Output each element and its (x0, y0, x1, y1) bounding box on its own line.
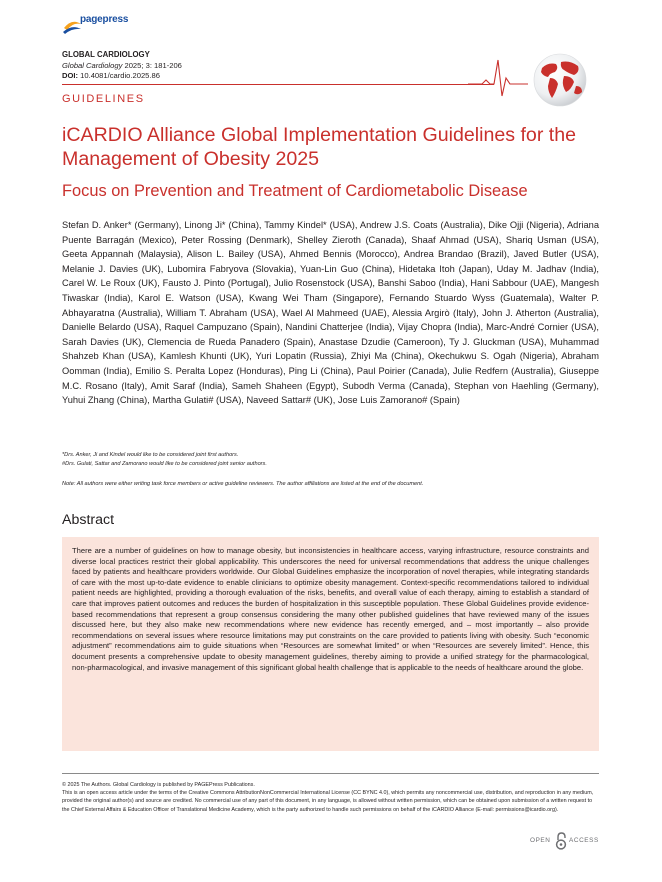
citation-journal: Global Cardiology (62, 60, 123, 70)
journal-name: GLOBAL CARDIOLOGY (62, 50, 150, 59)
copyright (62, 781, 599, 814)
open-access-badge (530, 832, 600, 852)
globe-icon (528, 48, 592, 112)
open-access-left: OPEN (530, 837, 551, 844)
journal-citation (62, 61, 182, 72)
doi-value: 10.4081/cardio.2025.86 (78, 71, 160, 81)
ecg-line-icon (468, 56, 528, 100)
copyright-line: © 2025 The Authors. Global Cardiology is published by PAGEPress Publications. (62, 782, 255, 788)
footnote-senior-authors: #Drs. Gulati, Sattar and Zamorano would like to be considered joint senior authors. (62, 461, 267, 467)
abstract-text: There are a number of guidelines on how to manage obesity, but inconsistencies in healthcare access, varying infrastructure, resource constraints and diverse local practices restrict their global applicability. This underscores the need for universal recommendations that address the unique challenges faced by patients and healthcare providers worldwide. Our Global Guidelines emphasize the incorporation of novel therapies, while integrating standards of care with the most up-to-date evidence to enable clinicians to optimize obesity management. Context-specific recommendations tailored to individual patient needs are highlighted, providing a thorough evaluation of the risks, benefits, and overall value of each therapy, aiming to establish a standard of care that improves patient outcomes and reduces the burden of hospitalization in this susceptible population. These Global Guidelines provide evidence-based recommendations that represent a group consensus considering the many other published guidelines that have reviewed many of the issues discussed here, but they also make new recommendations where new evidence has recently emerged, and – most importantly – also provide recommendations on several issues where resource limitations may put constraints on the care provided to patients living with obesity. Such “economic adjustment” recommendations aim to guide situations when “Resources are somewhat limited” or when “Resources are severely limited”. Hence, this document presents a comprehensive update to obesity management guidelines, thereby aiming to provide a unified strategy for the pharmacological, non-pharmacological, and invasive management of this significant global health challenge that is applicable to the needs of healthcare around the globe. (72, 546, 589, 672)
license-text: This is an open access article under the terms of the Creative Commons AttributionNonCommercial International License (CC BYNC 4.0), which permits any noncommercial use, distribution, and reproduction in any medium, provided the original author(s) and source are credited. No commercial use of any part of this document, in any language, is allowed without written permission, which can be obtained upon submission of a written request to the Chief External Affairs & Education Officer of Translational Medicine Academy, which is the party authorized to handle such permissions on behalf of the iCARDIO Alliance (E-mail: permissions@icardio.org). (62, 790, 594, 813)
publisher-name: pagepress (80, 14, 129, 25)
abstract-heading: Abstract (62, 512, 115, 528)
pagepress-logo-icon (62, 14, 82, 36)
footnote-note: Note: All authors were either writing task force members or active guideline reviewers. The author affiliations are listed at the end of the document. (62, 481, 424, 487)
citation-volume: 2025; 3: 181-206 (122, 60, 182, 70)
doi-label: DOI: (62, 71, 79, 81)
article-title: iCARDIO Alliance Global Implementation Guidelines for the Management of Obesity 2025 (62, 124, 577, 170)
header-rule (62, 84, 494, 85)
section-label: GUIDELINES (62, 93, 145, 105)
journal-info (62, 50, 182, 82)
footer-rule (62, 773, 599, 774)
open-access-lock-icon (555, 832, 567, 850)
article-subtitle: Focus on Prevention and Treatment of Cardiometabolic Disease (62, 182, 528, 200)
footnote-first-authors: *Drs. Anker, Ji and Kindel would like to be considered joint first authors. (62, 452, 239, 458)
author-list: Stefan D. Anker* (Germany), Linong Ji* (China), Tammy Kindel* (USA), Andrew J.S. Coats (Australia), Dike Ojji (Nigeria), Adriana Puente Barragán (Mexico), Peter Rossing (Denmark), Shelley Zieroth (Canada), Shaaf Ahmad (USA), Shariq Usman (USA), Geeta Appannah (Malaysia), Alison L. Bailey (USA), Ahmed Bennis (Morocco), Andrea Brandao (Brazil), Javed Butler (USA), Melanie J. Davies (UK), Lubomira Fabryova (Slovakia), Yuan-Lin Guo (China), Hidetaka Itoh (Japan), Uday M. Jadhav (India), Carel W. Le Roux (UK), Fausto J. Pinto (Portugal), Julio Rosenstock (USA), Banshi Saboo (India), Hani Sabbour (UAE), Mangesh Tiwaskar (India), Karol E. Watson (USA), Kwang Wei Tham (Singapore), Fernando Stuardo Wyss (Guatemala), Walter P. Abhayaratna (Australia), William T. Abraham (USA), Wael Al Mahmeed (UAE), Alessia Argirò (Italy), John J. Atherton (Australia), Danielle Belardo (USA), Raquel Campuzano (Spain), Nandini Chatterjee (India), Vijay Chopra (India), Marc-André Cornier (USA), Sarah Davies (UK), Clemencia de Rueda Panadero (Spain), Anastase Dzudie (Cameroon), Ty J. Gluckman (USA), Muhammad Shahzeb Khan (USA), Kamlesh Khunti (UK), Yuri Lopatin (Russia), Zhiyi Ma (China), Okechukwu S. Ogah (Nigeria), Abraham Oomman (India), Emilio S. Peralta Lopez (Honduras), Ping Li (China), Paul Poirier (Canada), Julie Redfern (Australia), Giuseppe M.C. Rosano (Italy), Amit Saraf (India), Sameh Shaheen (Egypt), Subodh Verma (Canada), Stephan von Haehling (Germany), Yuhui Zhang (China), Martha Gulati# (USA), Naveed Sattar# (UK), Jose Luis Zamorano# (Spain) (62, 220, 599, 406)
open-access-right: ACCESS (569, 837, 599, 844)
publisher-logo (62, 14, 152, 36)
doi (62, 71, 182, 82)
